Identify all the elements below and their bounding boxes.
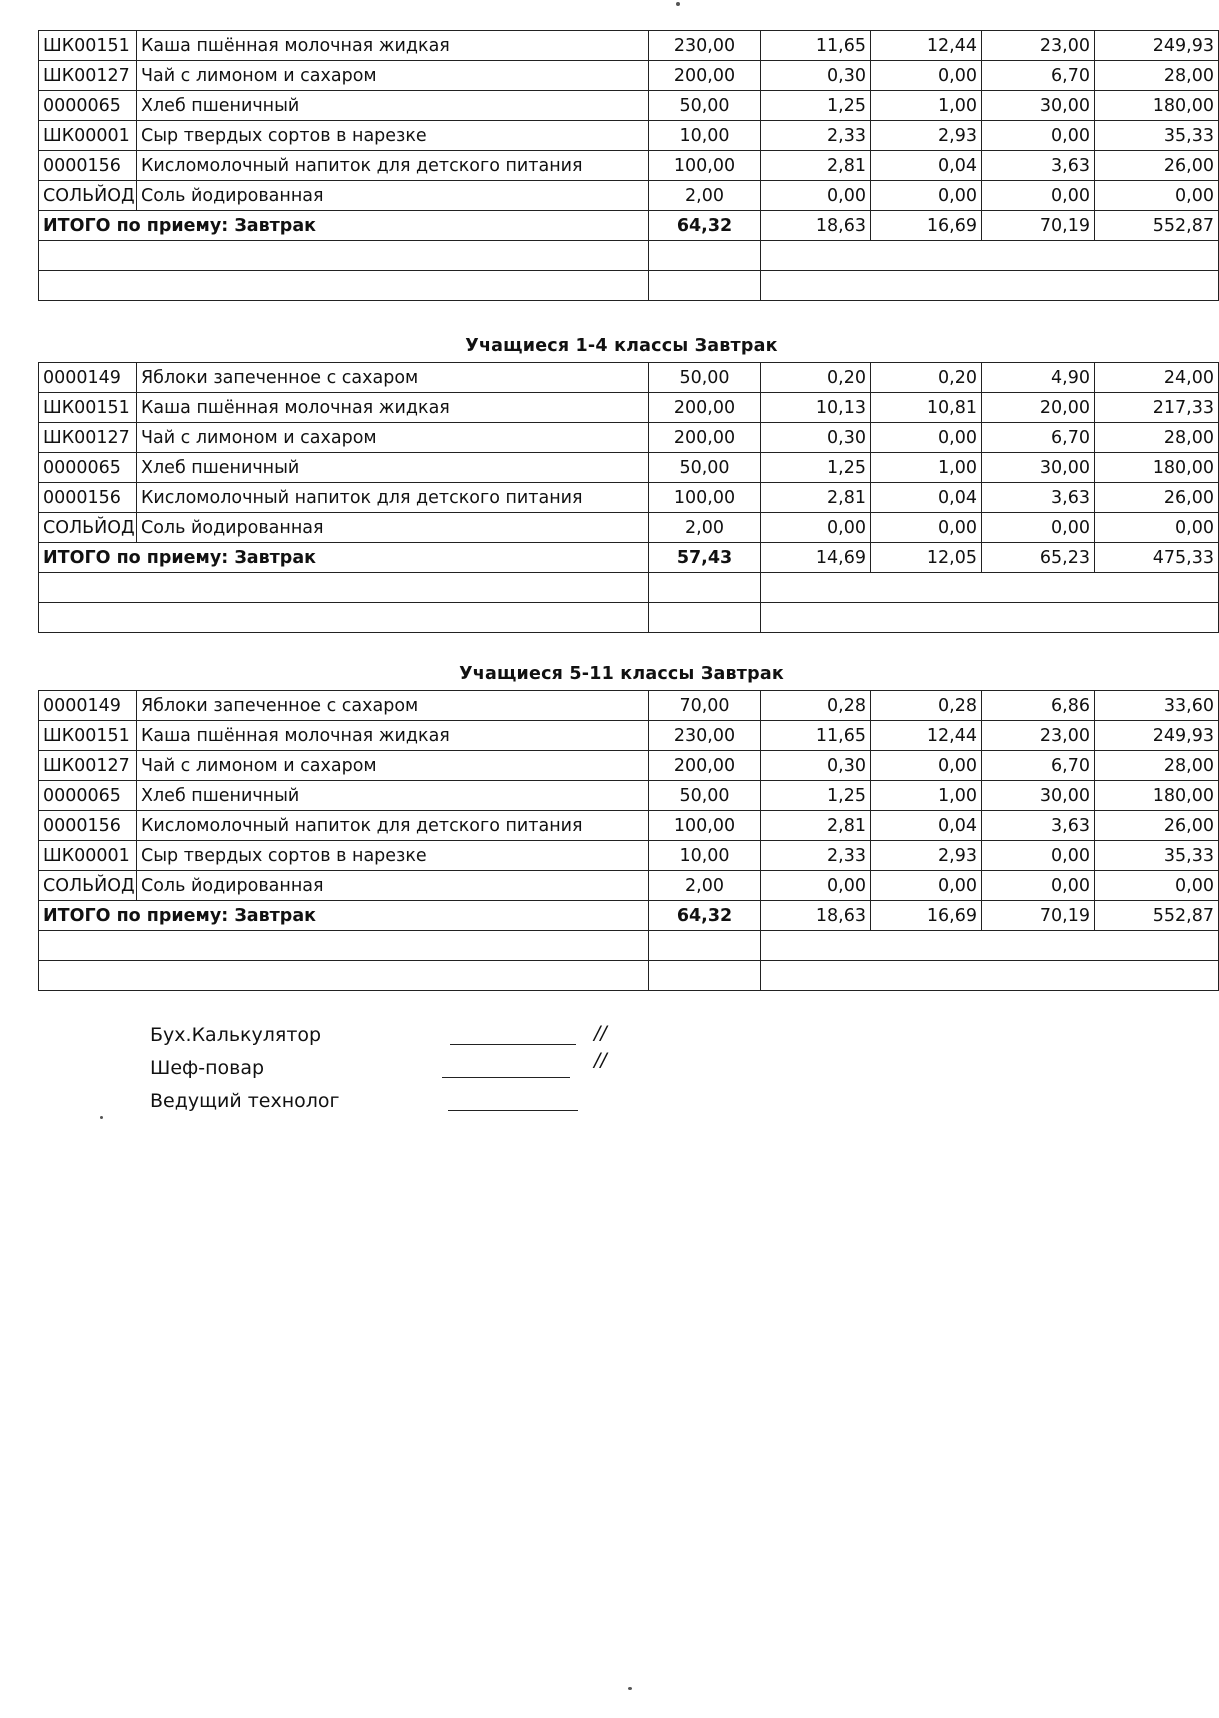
item-code: СОЛЬЙОД — [39, 871, 137, 901]
item-protein: 0,30 — [761, 423, 871, 453]
table-row — [39, 811, 1219, 841]
table-row — [39, 721, 1219, 751]
item-fat: 1,00 — [871, 453, 982, 483]
item-protein: 2,81 — [761, 151, 871, 181]
item-weight: 50,00 — [649, 453, 761, 483]
scan-speck — [676, 2, 680, 6]
table-row — [39, 121, 1219, 151]
item-kcal: 0,00 — [1095, 871, 1219, 901]
item-carbs: 4,90 — [982, 363, 1095, 393]
item-protein: 1,25 — [761, 453, 871, 483]
item-fat: 0,00 — [871, 871, 982, 901]
blank-cell — [761, 603, 1219, 633]
item-kcal: 28,00 — [1095, 751, 1219, 781]
table-row — [39, 781, 1219, 811]
item-code: СОЛЬЙОД — [39, 181, 137, 211]
section-title-grades-1-4: Учащиеся 1-4 классы Завтрак — [465, 336, 778, 356]
blank-cell — [761, 573, 1219, 603]
blank-cell — [39, 961, 649, 991]
item-code: ШК00127 — [39, 423, 137, 453]
blank-cell — [761, 241, 1219, 271]
total-kcal: 552,87 — [1095, 211, 1219, 241]
item-fat: 0,00 — [871, 751, 982, 781]
item-kcal: 0,00 — [1095, 513, 1219, 543]
total-carbs: 70,19 — [982, 901, 1095, 931]
item-protein: 1,25 — [761, 781, 871, 811]
total-weight: 64,32 — [649, 901, 761, 931]
item-carbs: 3,63 — [982, 811, 1095, 841]
item-protein: 0,00 — [761, 181, 871, 211]
item-carbs: 6,70 — [982, 751, 1095, 781]
menu-table-2 — [38, 362, 1219, 633]
item-kcal: 35,33 — [1095, 841, 1219, 871]
item-name: Соль йодированная — [137, 871, 649, 901]
blank-cell — [39, 271, 649, 301]
item-name: Чай с лимоном и сахаром — [137, 423, 649, 453]
item-carbs: 0,00 — [982, 181, 1095, 211]
item-code: ШК00001 — [39, 841, 137, 871]
item-fat: 10,81 — [871, 393, 982, 423]
item-weight: 200,00 — [649, 61, 761, 91]
item-protein: 0,00 — [761, 513, 871, 543]
item-code: ШК00151 — [39, 31, 137, 61]
blank-cell — [39, 241, 649, 271]
item-protein: 1,25 — [761, 91, 871, 121]
total-protein: 18,63 — [761, 211, 871, 241]
blank-cell — [39, 931, 649, 961]
item-weight: 200,00 — [649, 393, 761, 423]
item-protein: 2,33 — [761, 121, 871, 151]
item-name: Чай с лимоном и сахаром — [137, 751, 649, 781]
item-weight: 230,00 — [649, 31, 761, 61]
signature-line-accountant — [450, 1044, 576, 1045]
item-kcal: 26,00 — [1095, 483, 1219, 513]
item-kcal: 249,93 — [1095, 31, 1219, 61]
table-row — [39, 691, 1219, 721]
item-carbs: 0,00 — [982, 513, 1095, 543]
total-label: ИТОГО по приему: Завтрак — [39, 901, 649, 931]
item-carbs: 3,63 — [982, 151, 1095, 181]
total-carbs: 65,23 — [982, 543, 1095, 573]
table-row — [39, 31, 1219, 61]
item-carbs: 6,70 — [982, 61, 1095, 91]
item-name: Сыр твердых сортов в нарезке — [137, 841, 649, 871]
item-weight: 50,00 — [649, 363, 761, 393]
item-name: Каша пшённая молочная жидкая — [137, 31, 649, 61]
item-name: Каша пшённая молочная жидкая — [137, 721, 649, 751]
item-name: Кисломолочный напиток для детского питания — [137, 811, 649, 841]
item-name: Яблоки запеченное с сахаром — [137, 363, 649, 393]
total-fat: 12,05 — [871, 543, 982, 573]
item-carbs: 30,00 — [982, 91, 1095, 121]
total-fat: 16,69 — [871, 211, 982, 241]
item-carbs: 23,00 — [982, 31, 1095, 61]
item-carbs: 3,63 — [982, 483, 1095, 513]
item-name: Каша пшённая молочная жидкая — [137, 393, 649, 423]
total-protein: 18,63 — [761, 901, 871, 931]
item-fat: 12,44 — [871, 721, 982, 751]
blank-row — [39, 241, 1219, 271]
blank-cell — [649, 573, 761, 603]
item-protein: 10,13 — [761, 393, 871, 423]
blank-cell — [649, 603, 761, 633]
item-carbs: 0,00 — [982, 841, 1095, 871]
item-protein: 11,65 — [761, 721, 871, 751]
item-code: ШК00127 — [39, 751, 137, 781]
signature-slash-accountant: // — [594, 1022, 607, 1044]
signature-label-technologist: Ведущий технолог — [150, 1090, 340, 1112]
item-fat: 0,04 — [871, 483, 982, 513]
item-kcal: 180,00 — [1095, 781, 1219, 811]
table-row — [39, 513, 1219, 543]
item-name: Кисломолочный напиток для детского питания — [137, 151, 649, 181]
total-kcal: 475,33 — [1095, 543, 1219, 573]
item-kcal: 180,00 — [1095, 453, 1219, 483]
blank-cell — [39, 573, 649, 603]
item-weight: 70,00 — [649, 691, 761, 721]
item-kcal: 26,00 — [1095, 151, 1219, 181]
item-kcal: 26,00 — [1095, 811, 1219, 841]
item-name: Хлеб пшеничный — [137, 781, 649, 811]
item-name: Хлеб пшеничный — [137, 453, 649, 483]
item-kcal: 24,00 — [1095, 363, 1219, 393]
item-carbs: 23,00 — [982, 721, 1095, 751]
total-row — [39, 901, 1219, 931]
item-kcal: 249,93 — [1095, 721, 1219, 751]
signature-slash-chef: // — [594, 1049, 607, 1071]
scan-speck — [100, 1116, 103, 1119]
total-row — [39, 211, 1219, 241]
item-weight: 230,00 — [649, 721, 761, 751]
item-code: 0000156 — [39, 151, 137, 181]
signature-line-technologist — [448, 1110, 578, 1111]
menu-table-3 — [38, 690, 1219, 991]
item-protein: 11,65 — [761, 31, 871, 61]
blank-cell — [39, 603, 649, 633]
item-code: 0000149 — [39, 691, 137, 721]
table-row — [39, 453, 1219, 483]
item-fat: 1,00 — [871, 91, 982, 121]
item-protein: 2,81 — [761, 811, 871, 841]
item-fat: 12,44 — [871, 31, 982, 61]
table-row — [39, 181, 1219, 211]
total-weight: 57,43 — [649, 543, 761, 573]
item-name: Хлеб пшеничный — [137, 91, 649, 121]
item-fat: 2,93 — [871, 121, 982, 151]
item-weight: 2,00 — [649, 513, 761, 543]
item-weight: 100,00 — [649, 811, 761, 841]
total-label: ИТОГО по приему: Завтрак — [39, 211, 649, 241]
item-weight: 10,00 — [649, 121, 761, 151]
table-row — [39, 393, 1219, 423]
item-fat: 0,00 — [871, 181, 982, 211]
section-title-grades-5-11: Учащиеся 5-11 классы Завтрак — [459, 664, 784, 684]
item-protein: 0,28 — [761, 691, 871, 721]
item-kcal: 28,00 — [1095, 423, 1219, 453]
item-name: Соль йодированная — [137, 513, 649, 543]
item-kcal: 0,00 — [1095, 181, 1219, 211]
signature-label-accountant: Бух.Калькулятор — [150, 1024, 322, 1046]
table-row — [39, 61, 1219, 91]
item-kcal: 217,33 — [1095, 393, 1219, 423]
item-kcal: 33,60 — [1095, 691, 1219, 721]
item-weight: 50,00 — [649, 781, 761, 811]
item-fat: 2,93 — [871, 841, 982, 871]
total-kcal: 552,87 — [1095, 901, 1219, 931]
item-name: Яблоки запеченное с сахаром — [137, 691, 649, 721]
item-name: Кисломолочный напиток для детского питания — [137, 483, 649, 513]
item-weight: 2,00 — [649, 871, 761, 901]
total-weight: 64,32 — [649, 211, 761, 241]
blank-row — [39, 961, 1219, 991]
item-fat: 0,00 — [871, 513, 982, 543]
item-carbs: 6,70 — [982, 423, 1095, 453]
table-row — [39, 151, 1219, 181]
item-carbs: 30,00 — [982, 453, 1095, 483]
menu-table-1 — [38, 30, 1219, 301]
item-name: Чай с лимоном и сахаром — [137, 61, 649, 91]
item-fat: 0,28 — [871, 691, 982, 721]
item-code: 0000156 — [39, 811, 137, 841]
total-carbs: 70,19 — [982, 211, 1095, 241]
scan-speck — [628, 1687, 632, 1690]
item-fat: 1,00 — [871, 781, 982, 811]
item-protein: 2,81 — [761, 483, 871, 513]
signature-label-chef: Шеф-повар — [150, 1057, 265, 1079]
blank-cell — [761, 271, 1219, 301]
item-carbs: 30,00 — [982, 781, 1095, 811]
item-carbs: 0,00 — [982, 871, 1095, 901]
table-row — [39, 91, 1219, 121]
item-fat: 0,04 — [871, 151, 982, 181]
item-code: 0000156 — [39, 483, 137, 513]
item-code: СОЛЬЙОД — [39, 513, 137, 543]
item-name: Сыр твердых сортов в нарезке — [137, 121, 649, 151]
item-weight: 50,00 — [649, 91, 761, 121]
item-weight: 100,00 — [649, 483, 761, 513]
item-code: ШК00127 — [39, 61, 137, 91]
item-fat: 0,20 — [871, 363, 982, 393]
blank-row — [39, 931, 1219, 961]
item-carbs: 6,86 — [982, 691, 1095, 721]
item-weight: 2,00 — [649, 181, 761, 211]
table-row — [39, 841, 1219, 871]
item-weight: 200,00 — [649, 751, 761, 781]
item-fat: 0,04 — [871, 811, 982, 841]
signature-line-chef — [442, 1077, 570, 1078]
item-protein: 0,20 — [761, 363, 871, 393]
table-row — [39, 423, 1219, 453]
item-weight: 100,00 — [649, 151, 761, 181]
item-protein: 0,30 — [761, 61, 871, 91]
blank-cell — [761, 931, 1219, 961]
table-row — [39, 751, 1219, 781]
table-row — [39, 363, 1219, 393]
total-label: ИТОГО по приему: Завтрак — [39, 543, 649, 573]
item-code: 0000065 — [39, 781, 137, 811]
blank-row — [39, 573, 1219, 603]
table-row — [39, 871, 1219, 901]
item-code: 0000149 — [39, 363, 137, 393]
item-carbs: 0,00 — [982, 121, 1095, 151]
item-kcal: 28,00 — [1095, 61, 1219, 91]
item-name: Соль йодированная — [137, 181, 649, 211]
blank-cell — [649, 271, 761, 301]
item-code: ШК00151 — [39, 721, 137, 751]
item-weight: 10,00 — [649, 841, 761, 871]
item-protein: 0,00 — [761, 871, 871, 901]
blank-cell — [761, 961, 1219, 991]
total-protein: 14,69 — [761, 543, 871, 573]
total-row — [39, 543, 1219, 573]
item-fat: 0,00 — [871, 61, 982, 91]
total-fat: 16,69 — [871, 901, 982, 931]
table-row — [39, 483, 1219, 513]
blank-row — [39, 603, 1219, 633]
blank-cell — [649, 961, 761, 991]
item-code: ШК00001 — [39, 121, 137, 151]
item-fat: 0,00 — [871, 423, 982, 453]
item-kcal: 180,00 — [1095, 91, 1219, 121]
item-carbs: 20,00 — [982, 393, 1095, 423]
item-protein: 2,33 — [761, 841, 871, 871]
item-protein: 0,30 — [761, 751, 871, 781]
item-code: ШК00151 — [39, 393, 137, 423]
blank-cell — [649, 931, 761, 961]
item-weight: 200,00 — [649, 423, 761, 453]
item-code: 0000065 — [39, 91, 137, 121]
blank-cell — [649, 241, 761, 271]
item-kcal: 35,33 — [1095, 121, 1219, 151]
blank-row — [39, 271, 1219, 301]
item-code: 0000065 — [39, 453, 137, 483]
